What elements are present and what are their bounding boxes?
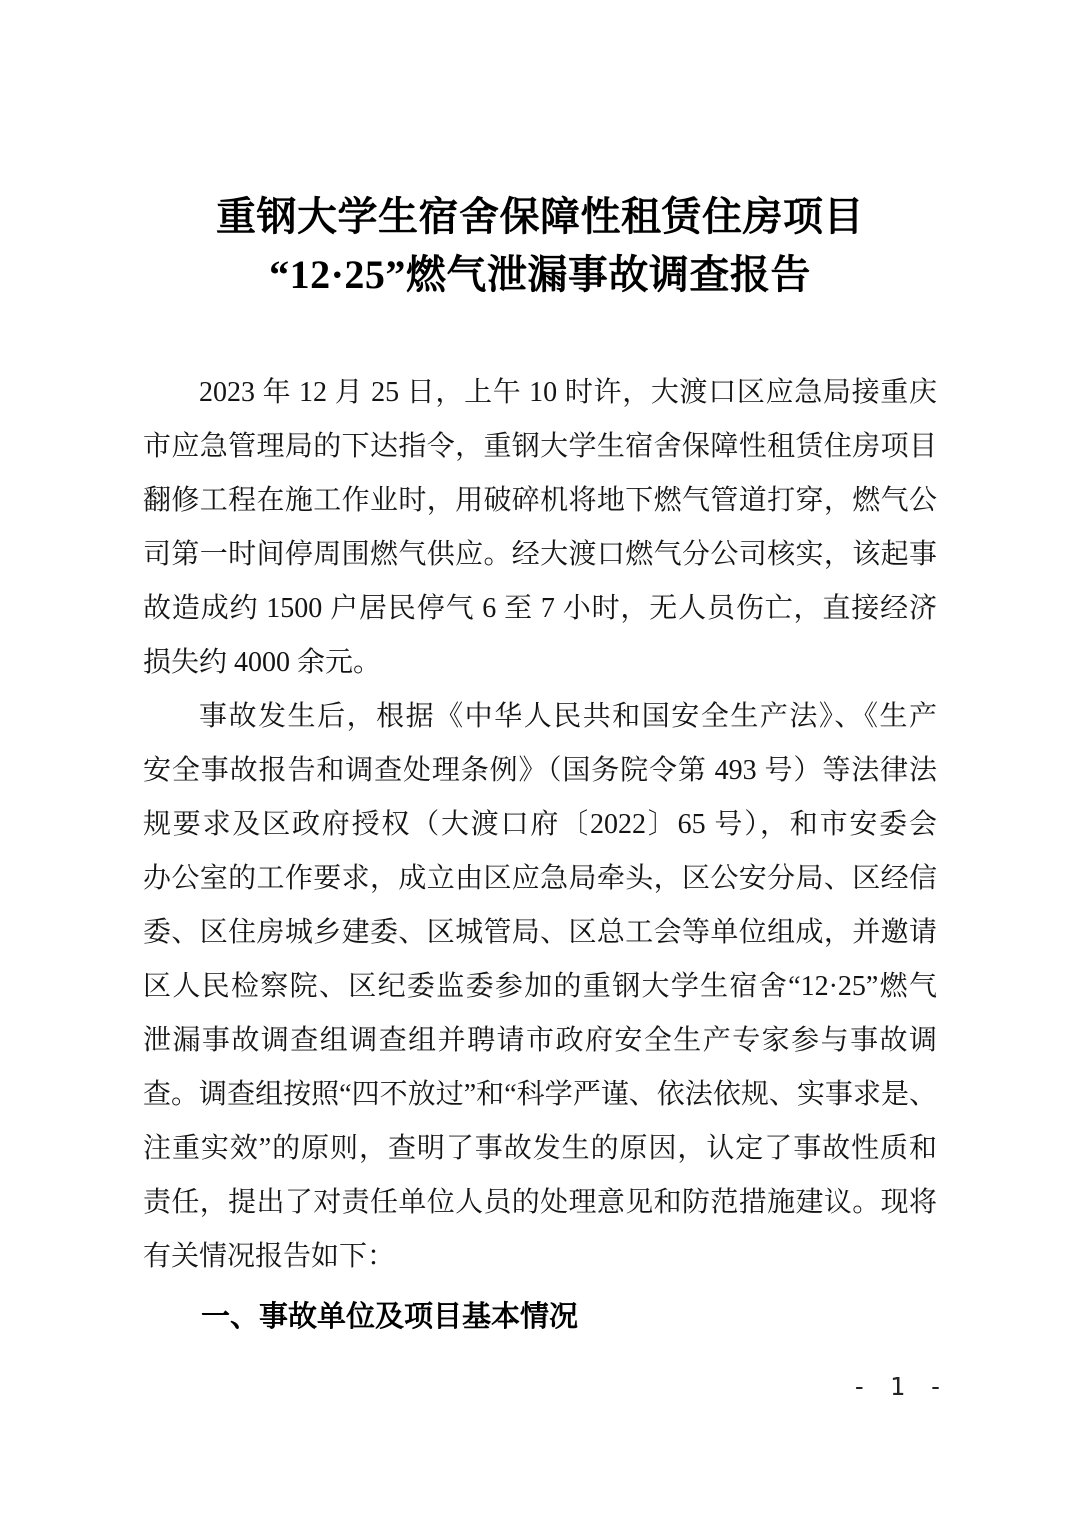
paragraph1-line: 市应急管理局的下达指令，重钢大学生宿舍保障性租赁住房项目 xyxy=(143,431,937,462)
paragraph2-line: 规要求及区政府授权（大渡口府〔2022〕65 号），和市安委会 xyxy=(143,809,937,840)
paragraph1-line: 损失约 4000 余元。 xyxy=(143,647,382,678)
document-body xyxy=(143,366,937,1344)
paragraph2-line: 查。调查组按照“四不放过”和“科学严谨、依法依规、实事求是、 xyxy=(143,1079,937,1110)
paragraph1-line: 司第一时间停周围燃气供应。经大渡口燃气分公司核实，该起事 xyxy=(143,539,937,570)
paragraph2-line: 有关情况报告如下： xyxy=(143,1241,396,1272)
paragraph1-line: 2023 年 12 月 25 日，上午 10 时许，大渡口区应急局接重庆 xyxy=(199,377,937,408)
paragraph1-line: 翻修工程在施工作业时，用破碎机将地下燃气管道打穿，燃气公 xyxy=(143,485,937,516)
paragraph2-line: 区人民检察院、区纪委监委参加的重钢大学生宿舍“12·25”燃气 xyxy=(143,971,937,1002)
paragraph2-line: 泄漏事故调查组调查组并聘请市政府安全生产专家参与事故调 xyxy=(143,1025,937,1056)
paragraph2-line: 委、区住房城乡建委、区城管局、区总工会等单位组成，并邀请 xyxy=(143,917,937,948)
paragraph2-line: 责任，提出了对责任单位人员的处理意见和防范措施建议。现将 xyxy=(143,1187,937,1218)
paragraph2-line: 安全事故报告和调查处理条例》（国务院令第 493 号）等法律法 xyxy=(143,755,937,786)
document-title xyxy=(143,188,937,304)
section-heading: 一、事故单位及项目基本情况 xyxy=(201,1301,579,1333)
paragraph2-line: 事故发生后，根据《中华人民共和国安全生产法》、《生产 xyxy=(199,701,937,732)
page-number: - 1 - xyxy=(851,1372,947,1401)
document-title-line-2: “12·25”燃气泄漏事故调查报告 xyxy=(269,252,811,297)
paragraph2-line: 办公室的工作要求，成立由区应急局牵头，区公安分局、区经信 xyxy=(143,863,937,894)
paragraph2-line: 注重实效”的原则，查明了事故发生的原因，认定了事故性质和 xyxy=(143,1133,937,1164)
paragraph1-line: 故造成约 1500 户居民停气 6 至 7 小时，无人员伤亡，直接经济 xyxy=(143,593,937,624)
document-title-line-1: 重钢大学生宿舍保障性租赁住房项目 xyxy=(216,194,864,239)
